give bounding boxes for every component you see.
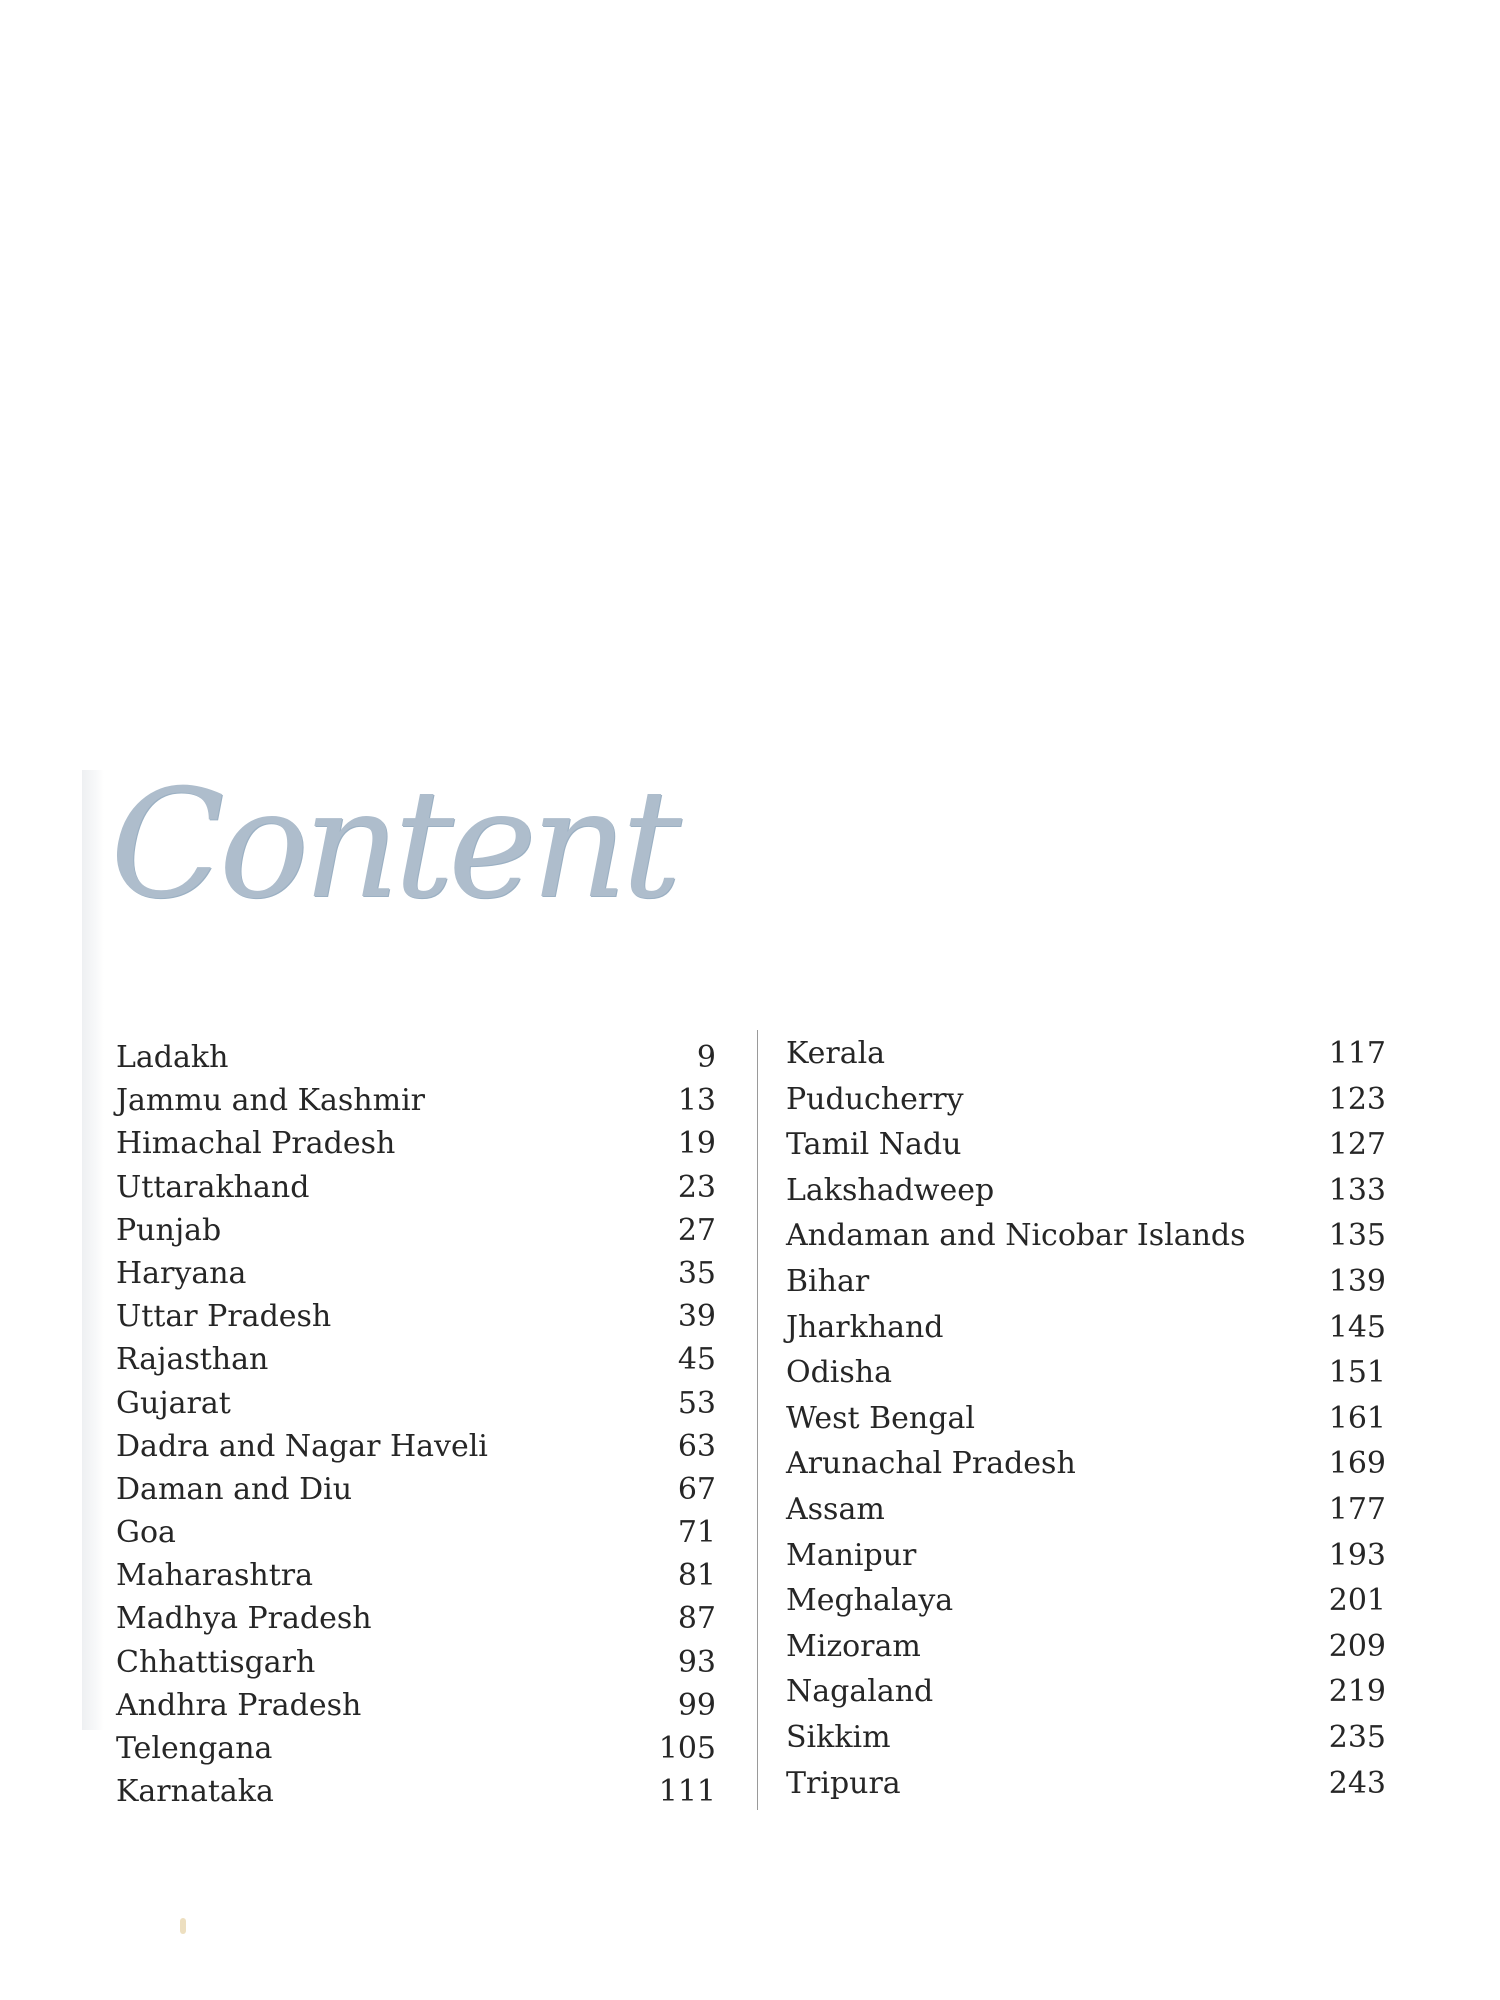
entry-title: Punjab bbox=[116, 1212, 222, 1248]
contents-entry bbox=[116, 1511, 716, 1554]
entry-page-number: 133 bbox=[1328, 1172, 1386, 1208]
contents-entry bbox=[116, 1382, 716, 1425]
entry-title: Sikkim bbox=[786, 1719, 891, 1755]
entry-page-number: 19 bbox=[677, 1126, 716, 1162]
entry-page-number: 135 bbox=[1328, 1218, 1386, 1254]
entry-title: Dadra and Nagar Haveli bbox=[116, 1428, 488, 1464]
entry-title: Ladakh bbox=[116, 1040, 229, 1075]
entry-title: Karnataka bbox=[116, 1774, 274, 1810]
contents-entry bbox=[786, 1441, 1386, 1487]
contents-entry bbox=[116, 1209, 716, 1252]
contents-entry bbox=[116, 1338, 716, 1381]
entry-page-number: 145 bbox=[1328, 1309, 1386, 1345]
entry-title: Odisha bbox=[786, 1355, 892, 1391]
entry-page-number: 67 bbox=[677, 1471, 716, 1507]
contents-right-column bbox=[786, 1031, 1386, 1806]
page-edge-shadow bbox=[82, 770, 104, 1730]
entry-page-number: 27 bbox=[677, 1212, 716, 1248]
page-title: Content bbox=[110, 758, 676, 932]
entry-title: Puducherry bbox=[786, 1081, 964, 1117]
entry-page-number: 105 bbox=[658, 1731, 716, 1766]
entry-title: Assam bbox=[786, 1491, 885, 1527]
entry-page-number: 53 bbox=[677, 1385, 716, 1421]
contents-entry bbox=[786, 1669, 1386, 1715]
entry-page-number: 45 bbox=[677, 1342, 716, 1378]
contents-entry bbox=[116, 1036, 716, 1079]
entry-title: Uttar Pradesh bbox=[116, 1299, 332, 1335]
entry-title: Tripura bbox=[786, 1765, 901, 1801]
contents-entry bbox=[786, 1305, 1386, 1351]
entry-page-number: 63 bbox=[677, 1428, 716, 1464]
entry-page-number: 117 bbox=[1328, 1036, 1386, 1071]
contents-entry bbox=[116, 1295, 716, 1338]
contents-entry bbox=[786, 1031, 1386, 1077]
contents-entry bbox=[116, 1468, 716, 1511]
contents-entry bbox=[786, 1213, 1386, 1259]
entry-title: Tamil Nadu bbox=[786, 1127, 962, 1163]
contents-entry bbox=[116, 1079, 716, 1122]
entry-page-number: 81 bbox=[677, 1558, 716, 1594]
entry-title: Rajasthan bbox=[116, 1342, 269, 1378]
contents-left-column bbox=[116, 1036, 716, 1813]
entry-title: Lakshadweep bbox=[786, 1172, 995, 1208]
entry-page-number: 123 bbox=[1328, 1081, 1386, 1117]
entry-title: Haryana bbox=[116, 1255, 247, 1291]
entry-page-number: 13 bbox=[677, 1083, 716, 1119]
entry-title: Mizoram bbox=[786, 1628, 921, 1664]
contents-entry bbox=[786, 1761, 1386, 1807]
entry-title: West Bengal bbox=[786, 1400, 975, 1436]
entry-title: Andaman and Nicobar Islands bbox=[786, 1218, 1246, 1254]
entry-title: Arunachal Pradesh bbox=[786, 1446, 1076, 1482]
contents-entry bbox=[786, 1077, 1386, 1123]
entry-title: Maharashtra bbox=[116, 1558, 314, 1594]
contents-entry bbox=[116, 1641, 716, 1684]
contents-entry bbox=[786, 1578, 1386, 1624]
contents-entry bbox=[786, 1122, 1386, 1168]
entry-page-number: 169 bbox=[1328, 1446, 1386, 1482]
contents-entry bbox=[116, 1252, 716, 1295]
entry-page-number: 39 bbox=[677, 1299, 716, 1335]
entry-title: Andhra Pradesh bbox=[116, 1687, 362, 1723]
contents-entry bbox=[116, 1425, 716, 1468]
entry-title: Jammu and Kashmir bbox=[116, 1083, 426, 1119]
entry-title: Manipur bbox=[786, 1537, 917, 1573]
contents-entry bbox=[116, 1122, 716, 1165]
contents-entry bbox=[786, 1533, 1386, 1579]
entry-title: Gujarat bbox=[116, 1385, 231, 1421]
entry-page-number: 71 bbox=[677, 1515, 716, 1551]
entry-page-number: 235 bbox=[1328, 1719, 1386, 1755]
entry-title: Telengana bbox=[116, 1731, 273, 1766]
contents-entry bbox=[116, 1684, 716, 1727]
entry-title: Daman and Diu bbox=[116, 1471, 353, 1507]
entry-title: Bihar bbox=[786, 1263, 870, 1299]
entry-title: Uttarakhand bbox=[116, 1169, 310, 1205]
entry-page-number: 201 bbox=[1328, 1583, 1386, 1619]
entry-page-number: 139 bbox=[1328, 1263, 1386, 1299]
column-divider bbox=[757, 1030, 758, 1810]
contents-entry bbox=[116, 1597, 716, 1640]
entry-title: Nagaland bbox=[786, 1674, 934, 1710]
entry-page-number: 9 bbox=[696, 1040, 716, 1075]
entry-title: Kerala bbox=[786, 1036, 886, 1071]
entry-page-number: 111 bbox=[658, 1774, 716, 1810]
entry-page-number: 87 bbox=[677, 1601, 716, 1637]
entry-page-number: 177 bbox=[1328, 1491, 1386, 1527]
contents-entry bbox=[786, 1624, 1386, 1670]
entry-page-number: 193 bbox=[1328, 1537, 1386, 1573]
entry-title: Chhattisgarh bbox=[116, 1644, 316, 1680]
entry-title: Madhya Pradesh bbox=[116, 1601, 372, 1637]
contents-entry bbox=[786, 1259, 1386, 1305]
entry-page-number: 151 bbox=[1328, 1355, 1386, 1391]
entry-page-number: 23 bbox=[677, 1169, 716, 1205]
contents-entry bbox=[786, 1168, 1386, 1214]
entry-page-number: 161 bbox=[1328, 1400, 1386, 1436]
entry-page-number: 35 bbox=[677, 1255, 716, 1291]
entry-title: Himachal Pradesh bbox=[116, 1126, 396, 1162]
contents-entry bbox=[786, 1487, 1386, 1533]
entry-page-number: 219 bbox=[1328, 1674, 1386, 1710]
contents-entry bbox=[786, 1350, 1386, 1396]
entry-page-number: 99 bbox=[677, 1687, 716, 1723]
entry-title: Meghalaya bbox=[786, 1583, 954, 1619]
entry-title: Jharkhand bbox=[786, 1309, 944, 1345]
entry-page-number: 243 bbox=[1328, 1765, 1386, 1801]
contents-entry bbox=[116, 1554, 716, 1597]
contents-entry bbox=[116, 1166, 716, 1209]
entry-page-number: 209 bbox=[1328, 1628, 1386, 1664]
contents-entry bbox=[116, 1727, 716, 1770]
entry-page-number: 93 bbox=[677, 1644, 716, 1680]
entry-page-number: 127 bbox=[1328, 1127, 1386, 1163]
contents-entry bbox=[786, 1715, 1386, 1761]
entry-title: Goa bbox=[116, 1515, 176, 1551]
paper-speck bbox=[180, 1918, 186, 1934]
contents-entry bbox=[116, 1770, 716, 1813]
contents-entry bbox=[786, 1396, 1386, 1442]
